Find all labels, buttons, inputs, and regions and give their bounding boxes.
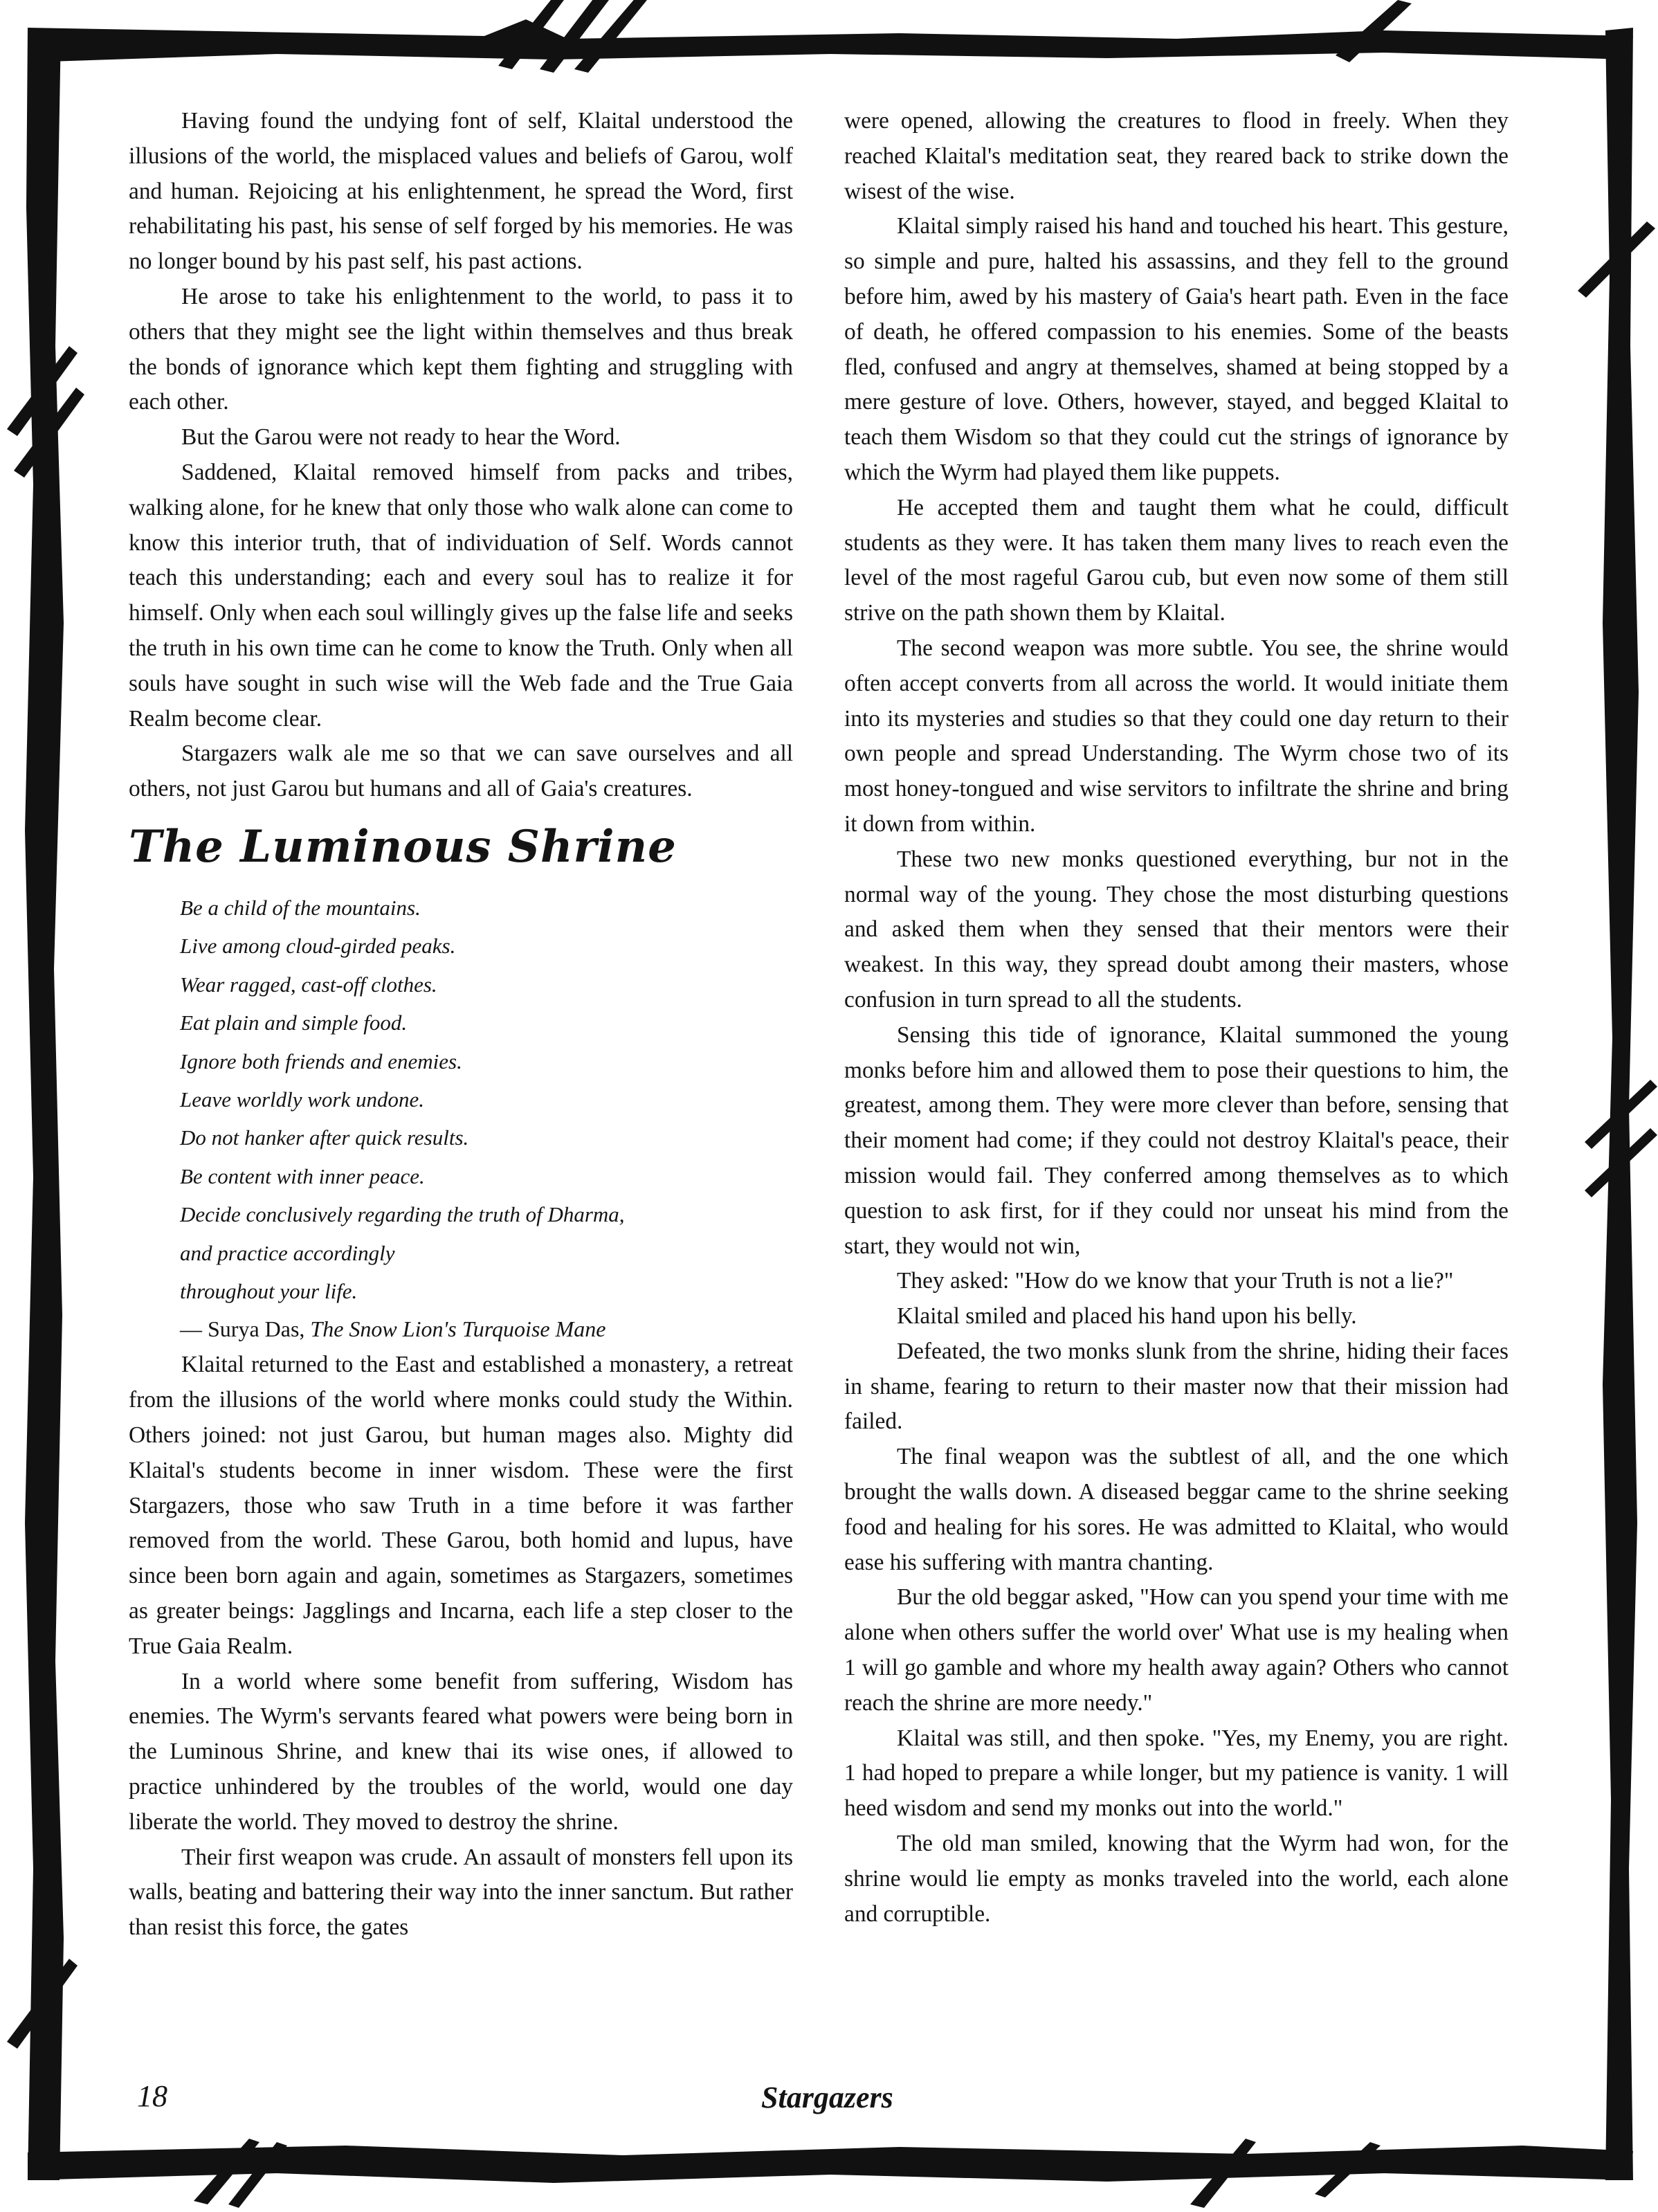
paragraph: Defeated, the two monks slunk from the shrine, hiding their faces in shame, fearing to return to their master now that their mission had failed. [844, 1338, 1509, 1435]
paragraph: They asked: "How do we know that your Truth is not a lie?" [897, 1268, 1454, 1294]
paragraph: He arose to take his enlightenment to the world, to pass it to others that they might see the light within themselves and thus break the bonds of ignorance which kept them fighting and struggling with each other. [129, 283, 793, 415]
paragraph: Having found the undying font of self, Klaital understood the illusions of the world, the misplaced values and beliefs of Garou, wolf and human. Rejoicing at his enlightenment, he spread the Word, first rehabilitating his past, his sense of self forged by his memories. He was no longer bound by his past self, his past actions. [129, 108, 793, 275]
poem-line: Eat plain and simple food. [180, 1010, 408, 1035]
page-number: 18 [137, 2079, 167, 2113]
attribution-work: The Snow Lion's Turquoise Mane [310, 1316, 606, 1342]
paragraph: These two new monks questioned everything, bur not in the normal way of the young. They chose the most disturbing questions and asked them when they sensed that their mentors were their weakest. In this way, they spread doubt among their masters, whose confusion in turn spread to all the students. [844, 846, 1509, 1013]
poem-line: throughout your life. [180, 1279, 358, 1303]
epigraph-poem [180, 889, 793, 1310]
paragraph: Saddened, Klaital removed himself from packs and tribes, walking alone, for he knew that only those who walk alone can come to know this interior truth, that of individuation of Self. Words cannot teach this understanding; each and every soul has to realize it for himself. Only when each soul willingly gives up the false life and seeks the truth in his own time can he come to know the Truth. Only when all souls have sought in such wise will the Web fade and the True Gaia Realm become clear. [129, 459, 793, 732]
poem-line: Be content with inner peace. [180, 1163, 425, 1188]
paragraph: Stargazers walk ale me so that we can save ourselves and all others, not just Garou but humans and all of Gaia's creatures. [129, 741, 793, 802]
paragraph: Klaital simply raised his hand and touched his heart. This gesture, so simple and pure, halted his assassins, and they fell to the ground before him, awed by his mastery of Gaia's heart path. Even in the face of death, he offered compassion to his enemies. Some of the beasts fled, confused and angry at themselves, shamed at being stopped by a mere gesture of love. Others, however, stayed, and begged Klaital to teach them Wisdom so that they could cut the strings of ignorance by which the Wyrm had played them like puppets. [844, 213, 1509, 485]
paragraph: The old man smiled, knowing that the Wyrm had won, for the shrine would lie empty as monks traveled into the world, each alone and corruptible. [844, 1831, 1509, 1927]
left-column [129, 104, 793, 1946]
section-heading: The Luminous Shrine [129, 820, 677, 873]
paragraph: Sensing this tide of ignorance, Klaital summoned the young monks before him and allowed them to pose their questions to him, the greatest, among them. They were more clever than before, sensing that their moment had come; if they could not destroy Klaital's peace, their mission would fail. They conferred among themselves as to which question to ask first, for if they could nor unseat his mind from the start, they would not win, [844, 1022, 1509, 1259]
attribution-author: — Surya Das, [180, 1316, 311, 1342]
poem-line: Do not hanker after quick results. [180, 1125, 469, 1150]
poem-attribution [180, 1310, 793, 1348]
poem-line: Decide conclusively regarding the truth of Dharma, [180, 1202, 625, 1227]
paragraph: Klaital was still, and then spoke. "Yes, my Enemy, you are right. 1 had hoped to prepare a while longer, but my patience is vanity. 1 will heed wisdom and send my monks out into the world." [844, 1725, 1509, 1822]
paragraph: But the Garou were not ready to hear the Word. [181, 424, 621, 451]
book-title: Stargazers [761, 2080, 893, 2114]
paragraph: He accepted them and taught them what he could, difficult students as they were. It has taken them many lives to reach even the level of the most rageful Garou cub, but even now some of them still strive on the path shown them by Klaital. [844, 494, 1509, 626]
paragraph: Klaital smiled and placed his hand upon his belly. [897, 1303, 1357, 1330]
paragraph: Bur the old beggar asked, "How can you spend your time with me alone when others suffer the world over' What use is my healing when 1 will go gamble and whore my health away again? Others who cannot reach the shrine are more needy." [844, 1584, 1509, 1716]
paragraph: Their first weapon was crude. An assault of monsters fell upon its walls, beating and battering their way into the inner sanctum. But rather than resist this force, the gates [129, 1844, 793, 1941]
poem-line: Wear ragged, cast-off clothes. [180, 972, 437, 997]
poem-line: Ignore both friends and enemies. [180, 1049, 462, 1073]
paragraph: The final weapon was the subtlest of all, and the one which brought the walls down. A diseased beggar came to the shrine seeking food and healing for his sores. He was admitted to Klaital, who would ease his suffering with mantra chanting. [844, 1444, 1509, 1575]
paragraph: The second weapon was more subtle. You see, the shrine would often accept converts from all across the world. It would initiate them into its mysteries and studies so that they could one day return to their own people and spread Understanding. The Wyrm chose two of its most honey-tongued and wise servitors to infiltrate the shrine and bring it down from within. [844, 635, 1509, 837]
poem-line: Live among cloud-girded peaks. [180, 934, 456, 959]
poem-line: Be a child of the mountains. [180, 895, 421, 920]
paragraph: In a world where some benefit from suffering, Wisdom has enemies. The Wyrm's servants feared what powers were being born in the Luminous Shrine, and knew thai its wise ones, if allowed to practice unhindered by the troubles of the world, would one day liberate the world. They moved to destroy the shrine. [129, 1668, 793, 1835]
paragraph-continuation: were opened, allowing the creatures to flood in freely. When they reached Klaital's meditation seat, they reared back to strike down the wisest of the wise. [844, 108, 1509, 204]
paragraph: Klaital returned to the East and established a monastery, a retreat from the illusions of the world where monks could study the Within. Others joined: not just Garou, but human mages also. Mighty did Klaital's students become in inner wisdom. These were the first Stargazers, those who saw Truth in a time before it was farther removed from the world. These Garou, both homid and lupus, have since been born again and again, sometimes as Stargazers, sometimes as greater beings: Jagglings and Incarna, each life a step closer to the True Gaia Realm. [129, 1352, 793, 1659]
poem-line: and practice accordingly [180, 1240, 395, 1265]
poem-line: Leave worldly work undone. [180, 1087, 425, 1112]
right-column [844, 104, 1509, 1932]
